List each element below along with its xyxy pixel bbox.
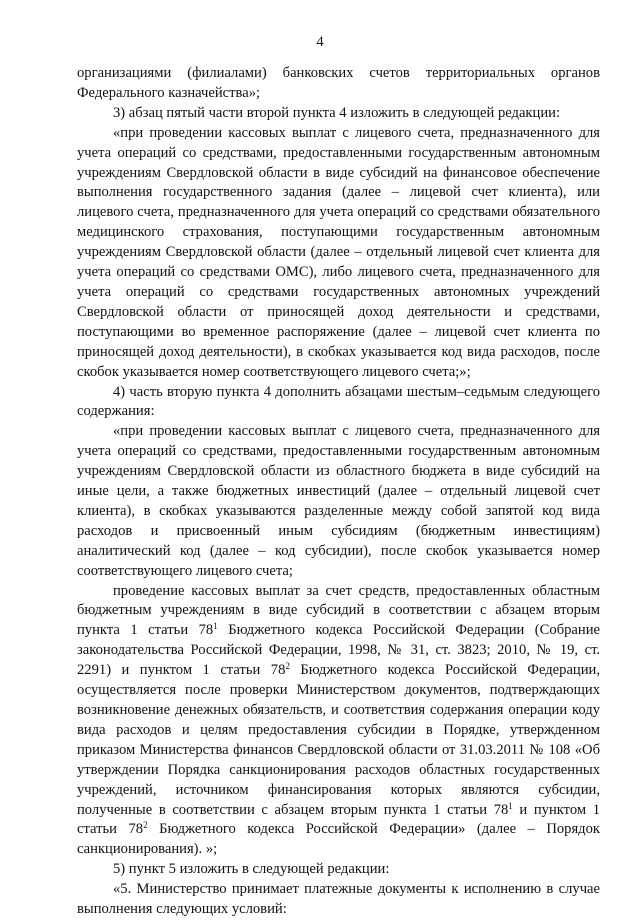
- document-body: [77, 64, 600, 920]
- paragraph-text: «при проведении кассовых выплат с лицевого счета, предназначенного для учета операций со средствами, предоставленными государственным автономным учреждениям Свердловской области в виде субсидий на финансовое обеспечение выполнения государственного задания (далее – лицевой счет клиента), или лицевого счета, предназначенного для учета операций со средствами обязательного медицинского страхования, поступающими государственным автономным учреждениям Свердловской области (далее – отдельный лицевой счет клиента для учета операций со средствами ОМС), либо лицевого счета, предназначенного для учета операций со средствами государственных автономных учреждений Свердловской области от приносящей доход деятельности и средствами, поступающими во временное распоряжение (далее – лицевой счет клиента по приносящей доход деятельности), в скобках указывается код вида расходов, после скобок указывается номер соответствующего лицевого счета;»;: [77, 124, 600, 380]
- paragraph-text: «при проведении кассовых выплат с лицевого счета, предназначенного для учета операций со средствами, предоставленными государственным автономным учреждениям Свердловской области из областного бюджета в виде субсидий на иные цели, а также бюджетных инвестиций (далее – отдельный лицевой счет клиента), в скобках указываются разделенные между собой запятой код вида расходов и присвоенный иным субсидиям (бюджетным инвестициям) аналитический код (далее – код субсидии), после скобок указывается номер соответствующего лицевого счета;: [77, 423, 600, 579]
- paragraph-text: проведение кассовых выплат за счет средств, предоставленных областным бюджетным учреждениям в виде субсидий в соответствии с абзацем вторым пункта 1 статьи 78: [77, 582, 600, 639]
- superscript: 1: [213, 621, 218, 632]
- paragraph-text: 3) абзац пятый части второй пункта 4 изложить в следующей редакции:: [113, 104, 561, 121]
- superscript: 2: [285, 661, 290, 672]
- paragraph-text: 5) пункт 5 изложить в следующей редакции:: [113, 861, 390, 878]
- paragraph-text: организациями (филиалами) банковских счетов территориальных органов Федерального казначейства»;: [77, 65, 600, 101]
- paragraph: [77, 860, 600, 880]
- paragraph: [77, 104, 600, 124]
- page-number: 4: [316, 34, 324, 50]
- paragraph-text: Бюджетного кодекса Российской Федерации» (далее – Порядок санкционирования). »;: [77, 821, 600, 858]
- paragraph: [77, 422, 600, 581]
- paragraph-text: 4) часть вторую пункта 4 дополнить абзацами шестым–седьмым следующего содержания:: [77, 383, 600, 420]
- paragraph-text: «5. Министерство принимает платежные документы к исполнению в случае выполнения следующих условий:: [77, 881, 600, 918]
- paragraph: [77, 64, 600, 104]
- paragraph: [77, 383, 600, 423]
- superscript: 2: [143, 820, 148, 831]
- paragraph: [77, 582, 600, 861]
- paragraph: [77, 880, 600, 920]
- paragraph-text: Бюджетного кодекса Российской Федерации (Собрание законодательства Российской Федерации, 1998, № 31, ст. 3823; 2010, № 19, ст. 2291) и пунктом 1 статьи 78: [77, 622, 600, 679]
- paragraph-text: Бюджетного кодекса Российской Федерации, осуществляется после проверки Министерством документов, подтверждающих возникновение денежных обязательств, и соответствия содержания операции коду вида расходов и целям предоставления субсидии в Порядке, утвержденном приказом Министерства финансов Свердловской области от 31.03.2011 № 108 «Об утверждении Порядка санкционирования расходов областных государственных учреждений, источником финансирования которых являются субсидии, полученные в соответствии с абзацем вторым пункта 1 статьи 78: [77, 662, 600, 818]
- paragraph-text: и пунктом 1 статьи 78: [77, 801, 600, 838]
- superscript: 1: [508, 800, 513, 811]
- paragraph: [77, 124, 600, 383]
